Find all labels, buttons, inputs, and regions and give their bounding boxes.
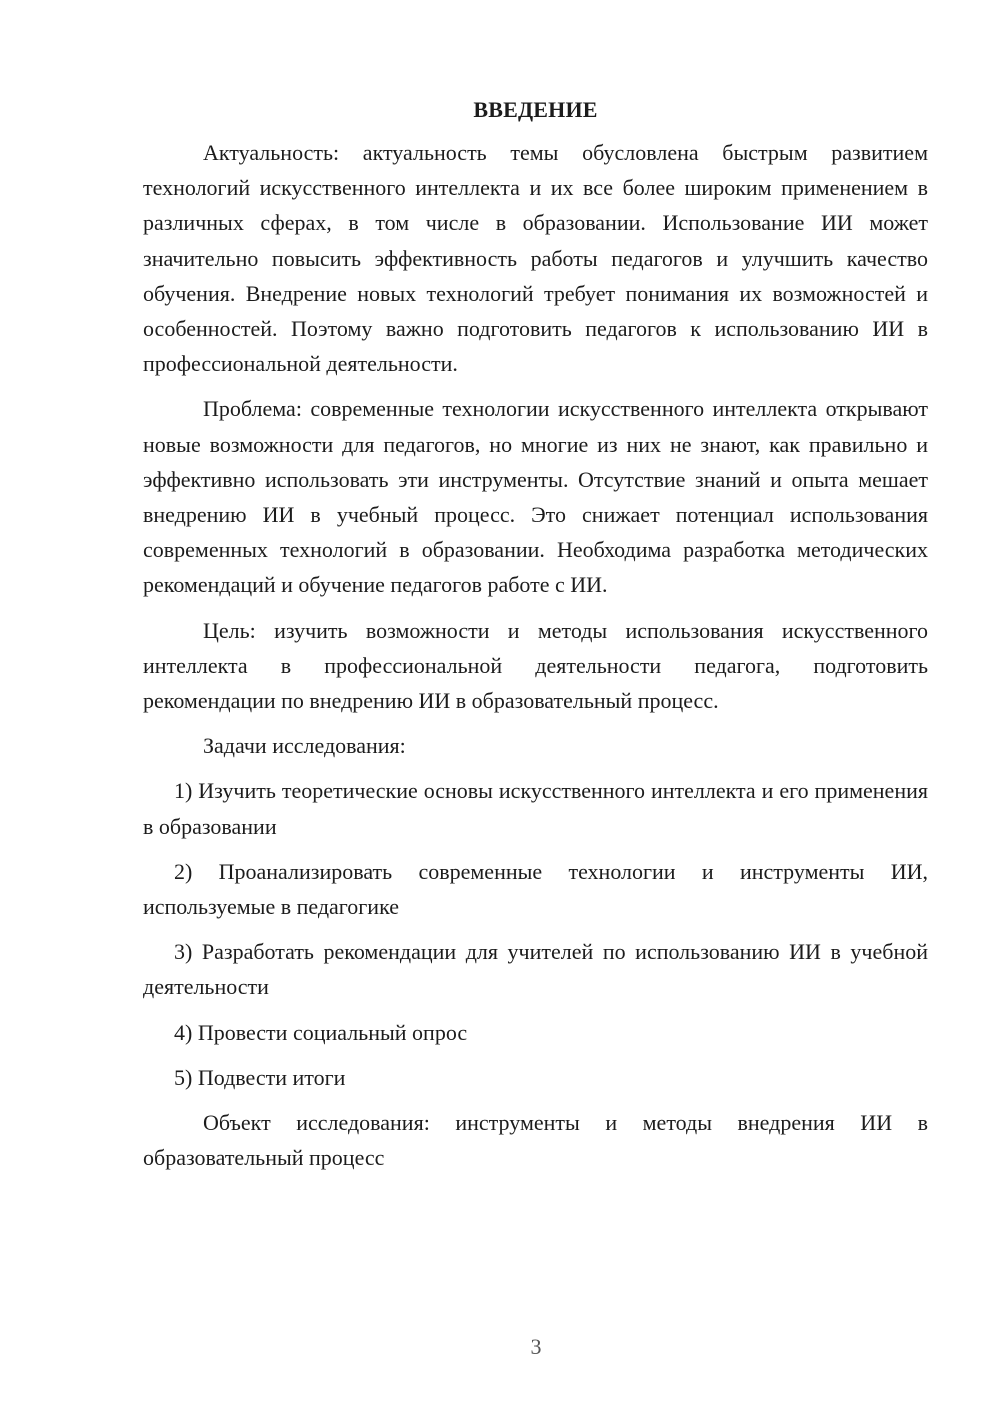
document-page [143,92,928,1175]
object-paragraph: Объект исследования: инструменты и методы внедрения ИИ в образовательный процесс [143,1110,928,1171]
tasks-heading: Задачи исследования: [203,733,406,759]
goal-paragraph: Цель: изучить возможности и методы использования искусственного интеллекта в профессиональной деятельности педагога, подготовить рекомендации по внедрению ИИ в образовательный процесс. [143,617,928,714]
task-item-1: 1) Изучить теоретические основы искусственного интеллекта и его применения в образовании [143,778,928,839]
task-item-4: 4) Провести социальный опрос [174,1019,468,1045]
problem-paragraph: Проблема: современные технологии искусственного интеллекта открывают новые возможности для педагогов, но многие из них не знают, как правильно и эффективно использовать эти инструменты. Отсутствие знаний и опыта мешает внедрению ИИ в учебный процесс. Это снижает потенциал использования современных технологий в образовании. Необходима разработка методических рекомендаций и обучение педагогов работе с ИИ. [143,396,928,598]
task-item-2: 2) Проанализировать современные технологии и инструменты ИИ, используемые в педагогике [143,858,928,920]
task-item-5: 5) Подвести итоги [174,1064,346,1090]
relevance-paragraph: Актуальность: актуальность темы обусловлена быстрым развитием технологий искусственного интеллекта и их все более широким применением в различных сферах, в том числе в образовании. Использование ИИ может значительно повысить эффективность работы педагогов и улучшить качество обучения. Внедрение новых технологий требует понимания их возможностей и особенностей. Поэтому важно подготовить педагогов к использованию ИИ в профессиональной деятельности. [143,140,928,377]
task-item-3: 3) Разработать рекомендации для учителей по использованию ИИ в учебной деятельности [143,939,928,1000]
section-title: ВВЕДЕНИЕ [473,97,598,122]
page-number: 3 [530,1334,542,1359]
